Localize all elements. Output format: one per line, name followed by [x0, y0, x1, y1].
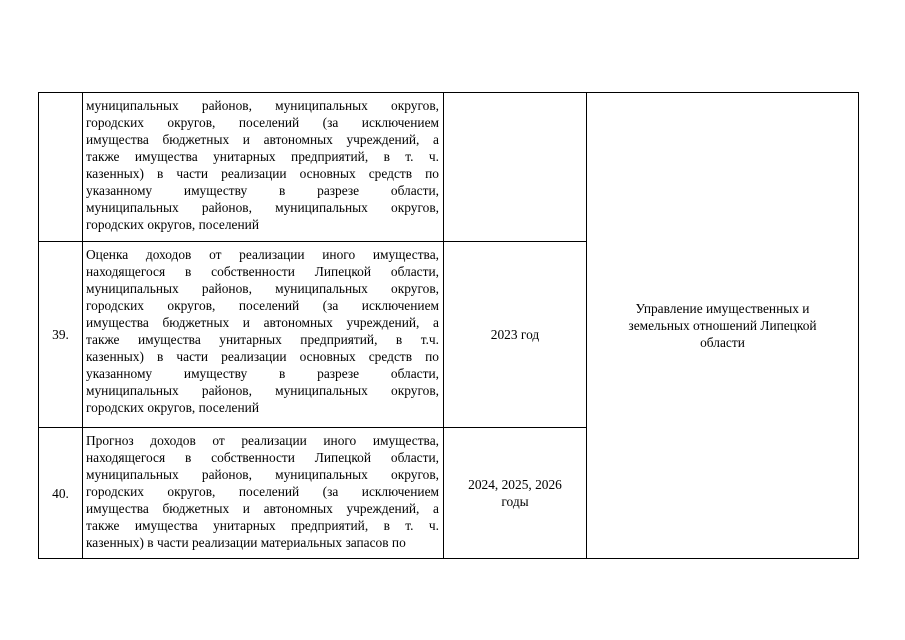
description-line: также имущества унитарных предприятий, в т. ч. — [86, 149, 439, 164]
period-cell — [444, 242, 587, 428]
description-line: городских округов, поселений (за исключением — [86, 484, 439, 499]
period-text — [468, 477, 562, 509]
description-line: городских округов, поселений — [86, 400, 259, 415]
description-line: имущества бюджетных и автономных учреждений, а — [86, 315, 439, 330]
description-line: также имущества унитарных предприятий, в т. ч. — [86, 518, 439, 533]
description-line: городских округов, поселений (за исключением — [86, 298, 439, 313]
period-line: 2024, 2025, 2026 — [468, 477, 562, 492]
row-number-cell — [39, 93, 83, 242]
description-line: казенных) в части реализации основных средств по — [86, 349, 439, 364]
table-row — [39, 93, 859, 242]
responsible-cell — [587, 93, 859, 559]
description-line: имущества бюджетных и автономных учреждений, а — [86, 501, 439, 516]
description-line: указанному имуществу в разрезе области, — [86, 366, 439, 381]
description-line: муниципальных районов, муниципальных округов, — [86, 281, 439, 296]
responsible-text — [587, 300, 858, 351]
description-text — [83, 242, 443, 419]
period-text: 2023 год — [490, 327, 540, 342]
period-cell — [444, 428, 587, 559]
responsible-line: Управление имущественных и — [635, 301, 810, 316]
description-line: Оценка доходов от реализации иного имущества, — [86, 247, 439, 262]
description-line: казенных) в части реализации материальных запасов по — [86, 535, 406, 550]
description-line: городских округов, поселений — [86, 217, 259, 232]
period-cell — [444, 93, 587, 242]
period-line: годы — [501, 494, 529, 509]
responsible-line: области — [700, 335, 745, 350]
row-number-cell — [39, 242, 83, 428]
description-line: казенных) в части реализации основных средств по — [86, 166, 439, 181]
row-number: 40. — [52, 485, 69, 501]
description-line: муниципальных районов, муниципальных округов, — [86, 383, 439, 398]
description-text — [83, 93, 443, 236]
description-line: муниципальных районов, муниципальных округов, — [86, 467, 439, 482]
description-cell — [83, 242, 444, 428]
description-line: городских округов, поселений (за исключением — [86, 115, 439, 130]
description-line: находящегося в собственности Липецкой области, — [86, 450, 439, 465]
description-line: Прогноз доходов от реализации иного имущества, — [86, 433, 439, 448]
responsible-line: земельных отношений Липецкой — [628, 318, 817, 333]
description-line: имущества бюджетных и автономных учреждений, а — [86, 132, 439, 147]
description-cell — [83, 428, 444, 559]
row-number-cell — [39, 428, 83, 559]
description-line: муниципальных районов, муниципальных округов, — [86, 98, 439, 113]
description-line: муниципальных районов, муниципальных округов, — [86, 200, 439, 215]
row-number: 39. — [52, 327, 69, 342]
document-table — [38, 92, 859, 559]
description-cell — [83, 93, 444, 242]
description-line: находящегося в собственности Липецкой области, — [86, 264, 439, 279]
description-text — [83, 428, 443, 551]
description-line: также имущества унитарных предприятий, в т.ч. — [86, 332, 439, 347]
description-line: указанному имуществу в разрезе области, — [86, 183, 439, 198]
